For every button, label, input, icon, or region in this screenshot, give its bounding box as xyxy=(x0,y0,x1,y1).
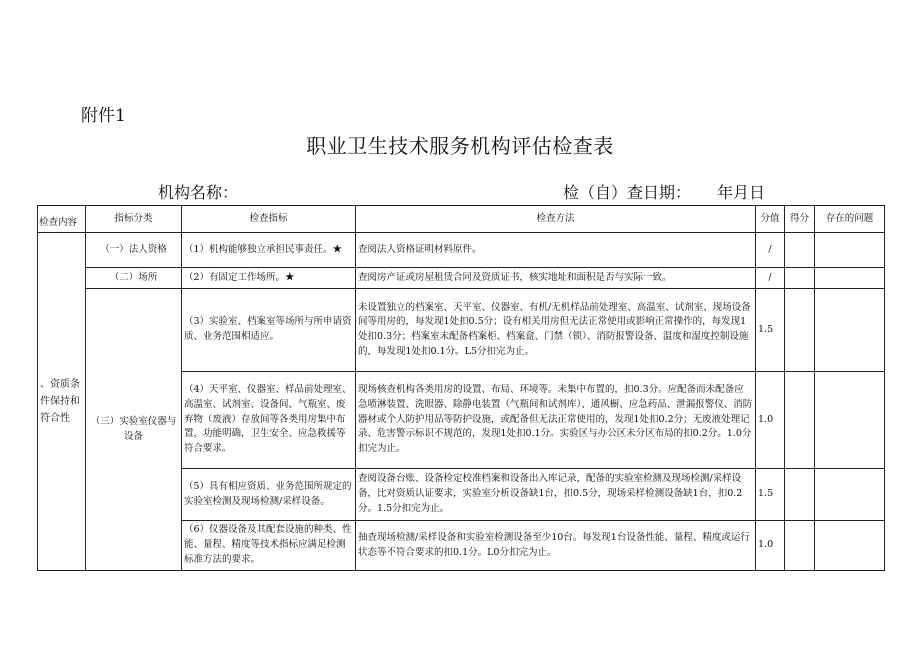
method-cell: 抽查现场检测/采样设备和实验室检测设备至少10台。每发现1台设备性能、量程、精度或运行状态等不符合要求的扣0.1分。L0分扣完为止。 xyxy=(356,521,756,571)
indicator-cell: （3）实验室、档案室等场所与所申请资质、业务范围相适应。 xyxy=(182,289,356,372)
issues-cell[interactable] xyxy=(815,268,885,289)
org-name-label: 机构名称： xyxy=(158,183,239,202)
score-cell: 1.0 xyxy=(756,372,785,469)
table-row xyxy=(38,289,885,372)
indicator-cell: （6）仪器设备及其配套设施的种类、性能、量程、精度等技术指标应满足检测标准方法的要求。 xyxy=(182,521,356,571)
method-cell: 查阅设备台账、设备检定校准档案和设备出入库记录，配备的实验室检测及现场检测/采样设备，比对资质认证要求，实验室分析设备缺1台，扣0.5分，现场采样检测设备缺1台，扣0.2分。1.5分扣完为止。 xyxy=(356,469,756,521)
header-row xyxy=(38,206,885,233)
header-method: 检查方法 xyxy=(356,206,756,233)
header-category: 指标分类 xyxy=(86,206,182,233)
result-cell[interactable] xyxy=(785,233,815,268)
method-cell: 未设置独立的档案室、天平室、仪器室、有机/无机样品前处理室、高温室、试剂室、现场设备间等用房的，每发现1处扣0.5分；设有相关用房但无法正常使用或影响正常操作的，每发现1处扣0.3分；档案室未配备档案柜、档案盒、门禁（锁）、消防报警设备、温度和湿度控制设施的，每发现1处扣0.1分。L5分扣完为止。 xyxy=(356,289,756,372)
table-row xyxy=(38,233,885,268)
indicator-cell: （2）有固定工作场所。★ xyxy=(182,268,356,289)
check-date-ymd: 年月日 xyxy=(717,183,766,202)
result-cell[interactable] xyxy=(785,268,815,289)
issues-cell[interactable] xyxy=(815,289,885,372)
category-cell: （三）实验室仪器与设备 xyxy=(86,289,182,571)
issues-cell[interactable] xyxy=(815,233,885,268)
result-cell[interactable] xyxy=(785,521,815,571)
page-title: 职业卫生技术服务机构评估检查表 xyxy=(306,134,614,158)
header-indicator: 检查指标 xyxy=(182,206,356,233)
header-issues: 存在的问题 xyxy=(815,206,885,233)
indicator-cell: （4）天平室、仪器室、样品前处理室、高温室、试剂室、设备间、气瓶室、废弃物（废液）存放间等各类用房集中布置，功能明确，卫生安全、应急救援等符合要求。 xyxy=(182,372,356,469)
method-cell: 查阅房产证或房屋租赁合同及资质证书，核实地址和面积是否与实际一致。 xyxy=(356,268,756,289)
attachment-label: 附件1 xyxy=(81,106,126,126)
checklist-table xyxy=(37,205,885,571)
header-result: 得分 xyxy=(785,206,815,233)
indicator-cell: （5）具有相应资质、业务范围所规定的实验室检测及现场检测/采样设备。 xyxy=(182,469,356,521)
score-cell: 1.5 xyxy=(756,469,785,521)
issues-cell[interactable] xyxy=(815,521,885,571)
indicator-cell: （1）机构能够独立承担民事责任。★ xyxy=(182,233,356,268)
category-cell: （一）法人资格 xyxy=(86,233,182,268)
method-cell: 现场核查机构各类用房的设置、布局、环境等。未集中布置的，扣0.3分。应配备而未配备应急喷淋装置、洗眼器、除静电装置（气瓶间和试剂库）、通风橱、应急药品、泄漏报警仪、消防器材或个人防护用品等防护设施，或配备但无法正常使用的，发现1处扣0.2分；无废液处理记录、危害警示标识不规范的，发现1处扣0.1分。实验区与办公区未分区布局的扣0.2分。1.0分扣完为止。 xyxy=(356,372,756,469)
score-cell: 1.5 xyxy=(756,289,785,372)
result-cell[interactable] xyxy=(785,289,815,372)
section-label: 、资质条件保持和符合性 xyxy=(38,233,86,571)
header-score: 分值 xyxy=(756,206,785,233)
check-date-label: 检（自）查日期： xyxy=(563,183,692,202)
result-cell[interactable] xyxy=(785,372,815,469)
table-row xyxy=(38,268,885,289)
header-content: 检查内容 xyxy=(38,206,86,233)
issues-cell[interactable] xyxy=(815,372,885,469)
category-cell: （二）场所 xyxy=(86,268,182,289)
issues-cell[interactable] xyxy=(815,469,885,521)
score-cell: 1.0 xyxy=(756,521,785,571)
result-cell[interactable] xyxy=(785,469,815,521)
method-cell: 查阅法人资格证明材料原件。 xyxy=(356,233,756,268)
score-cell: / xyxy=(756,268,785,289)
score-cell: / xyxy=(756,233,785,268)
